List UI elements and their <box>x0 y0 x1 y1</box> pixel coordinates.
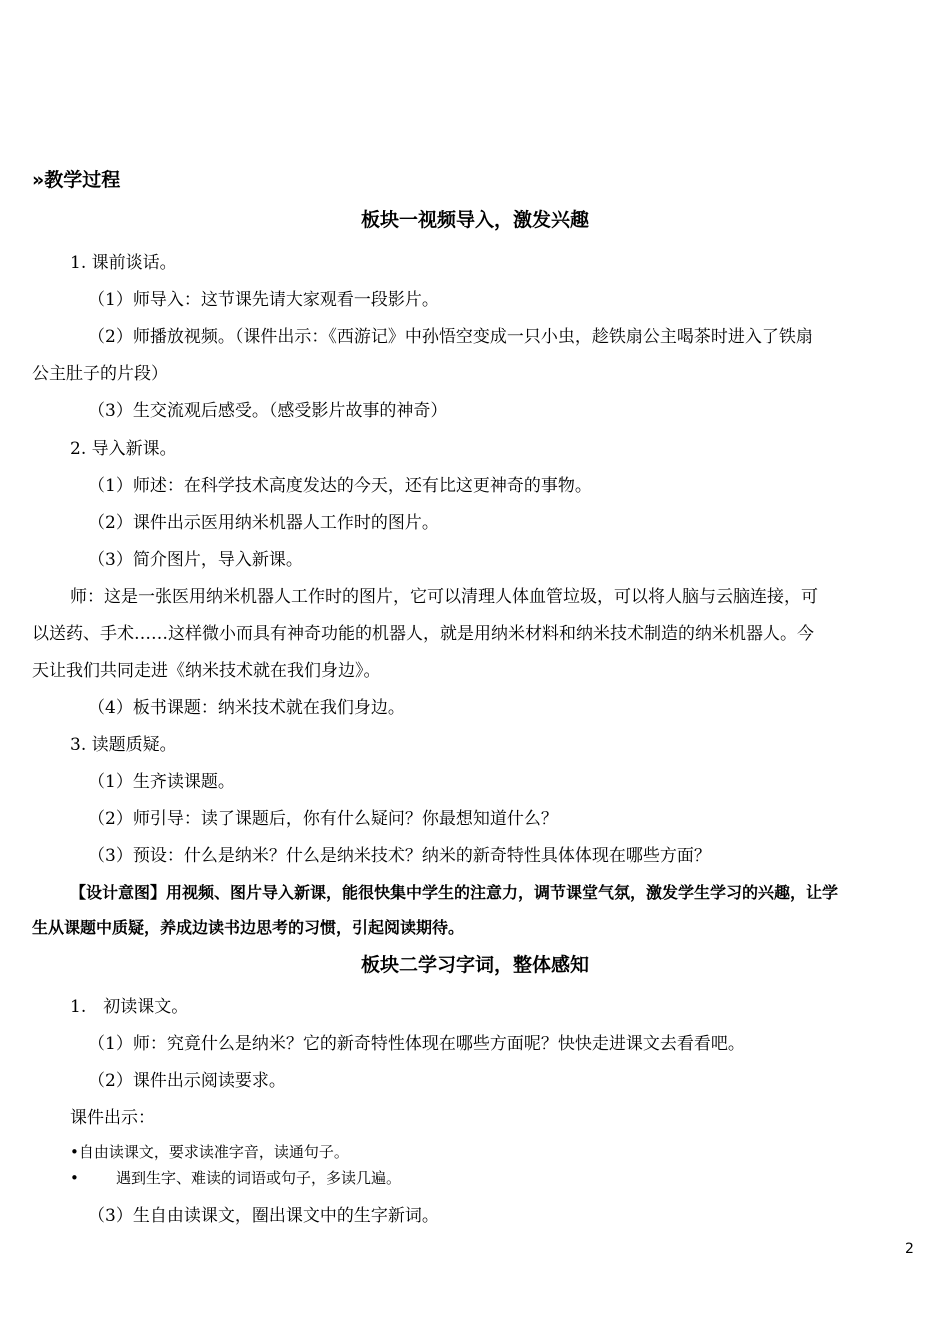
bullet-text: 遇到生字、难读的词语或句子，多读几遍。 <box>116 1169 402 1187</box>
item-2-3: （3）简介图片，导入新课。 <box>88 550 303 570</box>
item-2-4: （4）板书课题：纳米技术就在我们身边。 <box>88 698 405 718</box>
item-b2-1-2: （2）课件出示阅读要求。 <box>88 1071 286 1091</box>
item-1-1: （1）师导入：这节课先请大家观看一段影片。 <box>88 290 439 310</box>
item-2-1: （1）师述：在科学技术高度发达的今天，还有比这更神奇的事物。 <box>88 476 592 496</box>
bullet-item-2 <box>70 1168 401 1188</box>
bullet-item-1 <box>70 1142 349 1162</box>
item-3-1: （1）生齐读课题。 <box>88 772 235 792</box>
item-b2-1-1: （1）师：究竟什么是纳米？它的新奇特性体现在哪些方面呢？快快走进课文去看看吧。 <box>88 1034 745 1054</box>
item-1-2: （2）师播放视频。（课件出示：《西游记》中孙悟空变成一只小虫，趁铁扇公主喝茶时进入了铁扇 <box>88 327 813 347</box>
item-1-2-cont: 公主肚子的片段） <box>32 364 168 384</box>
section-title-2: 板块二学习字词，整体感知 <box>360 954 589 976</box>
item-3-3: （3）预设：什么是纳米？什么是纳米技术？纳米的新奇特性具体体现在哪些方面？ <box>88 846 711 866</box>
heading-teaching-process: »教学过程 <box>32 169 121 191</box>
courseware-label: 课件出示： <box>70 1108 155 1128</box>
item-2-2: （2）课件出示医用纳米机器人工作时的图片。 <box>88 513 439 533</box>
item-1: 1. 课前谈话。 <box>70 253 177 273</box>
design-intent-line-1: 【设计意图】用视频、图片导入新课，能很快集中学生的注意力，调节课堂气氛，激发学生学习的兴趣，让学 <box>70 883 839 902</box>
bullet-text: 自由读课文，要求读准字音，读通句子。 <box>78 1143 349 1161</box>
item-3-2: （2）师引导：读了课题后，你有什么疑问？你最想知道什么？ <box>88 809 558 829</box>
item-b2-1-3: （3）生自由读课文，圈出课文中的生字新词。 <box>88 1206 439 1226</box>
item-1-3: （3）生交流观后感受。（感受影片故事的神奇） <box>88 401 448 421</box>
teacher-paragraph-line-2: 以送药、手术……这样微小而具有神奇功能的机器人，就是用纳米材料和纳米技术制造的纳米机器人。今 <box>32 624 814 644</box>
design-intent-line-2: 生从课题中质疑，养成边读书边思考的习惯，引起阅读期待。 <box>32 918 465 937</box>
item-2: 2. 导入新课。 <box>70 439 177 459</box>
page-number: 2 <box>905 1241 914 1257</box>
bullet-marker: • <box>70 1143 79 1161</box>
item-b2-1: 1. 初读课文。 <box>70 997 189 1017</box>
bullet-marker: • <box>70 1169 79 1187</box>
item-3: 3. 读题质疑。 <box>70 735 177 755</box>
section-title-1: 板块一视频导入，激发兴趣 <box>360 209 589 231</box>
teacher-paragraph-line-1: 师：这是一张医用纳米机器人工作时的图片，它可以清理人体血管垃圾，可以将人脑与云脑连接，可 <box>70 587 818 607</box>
teacher-paragraph-line-3: 天让我们共同走进《纳米技术就在我们身边》。 <box>32 661 381 681</box>
